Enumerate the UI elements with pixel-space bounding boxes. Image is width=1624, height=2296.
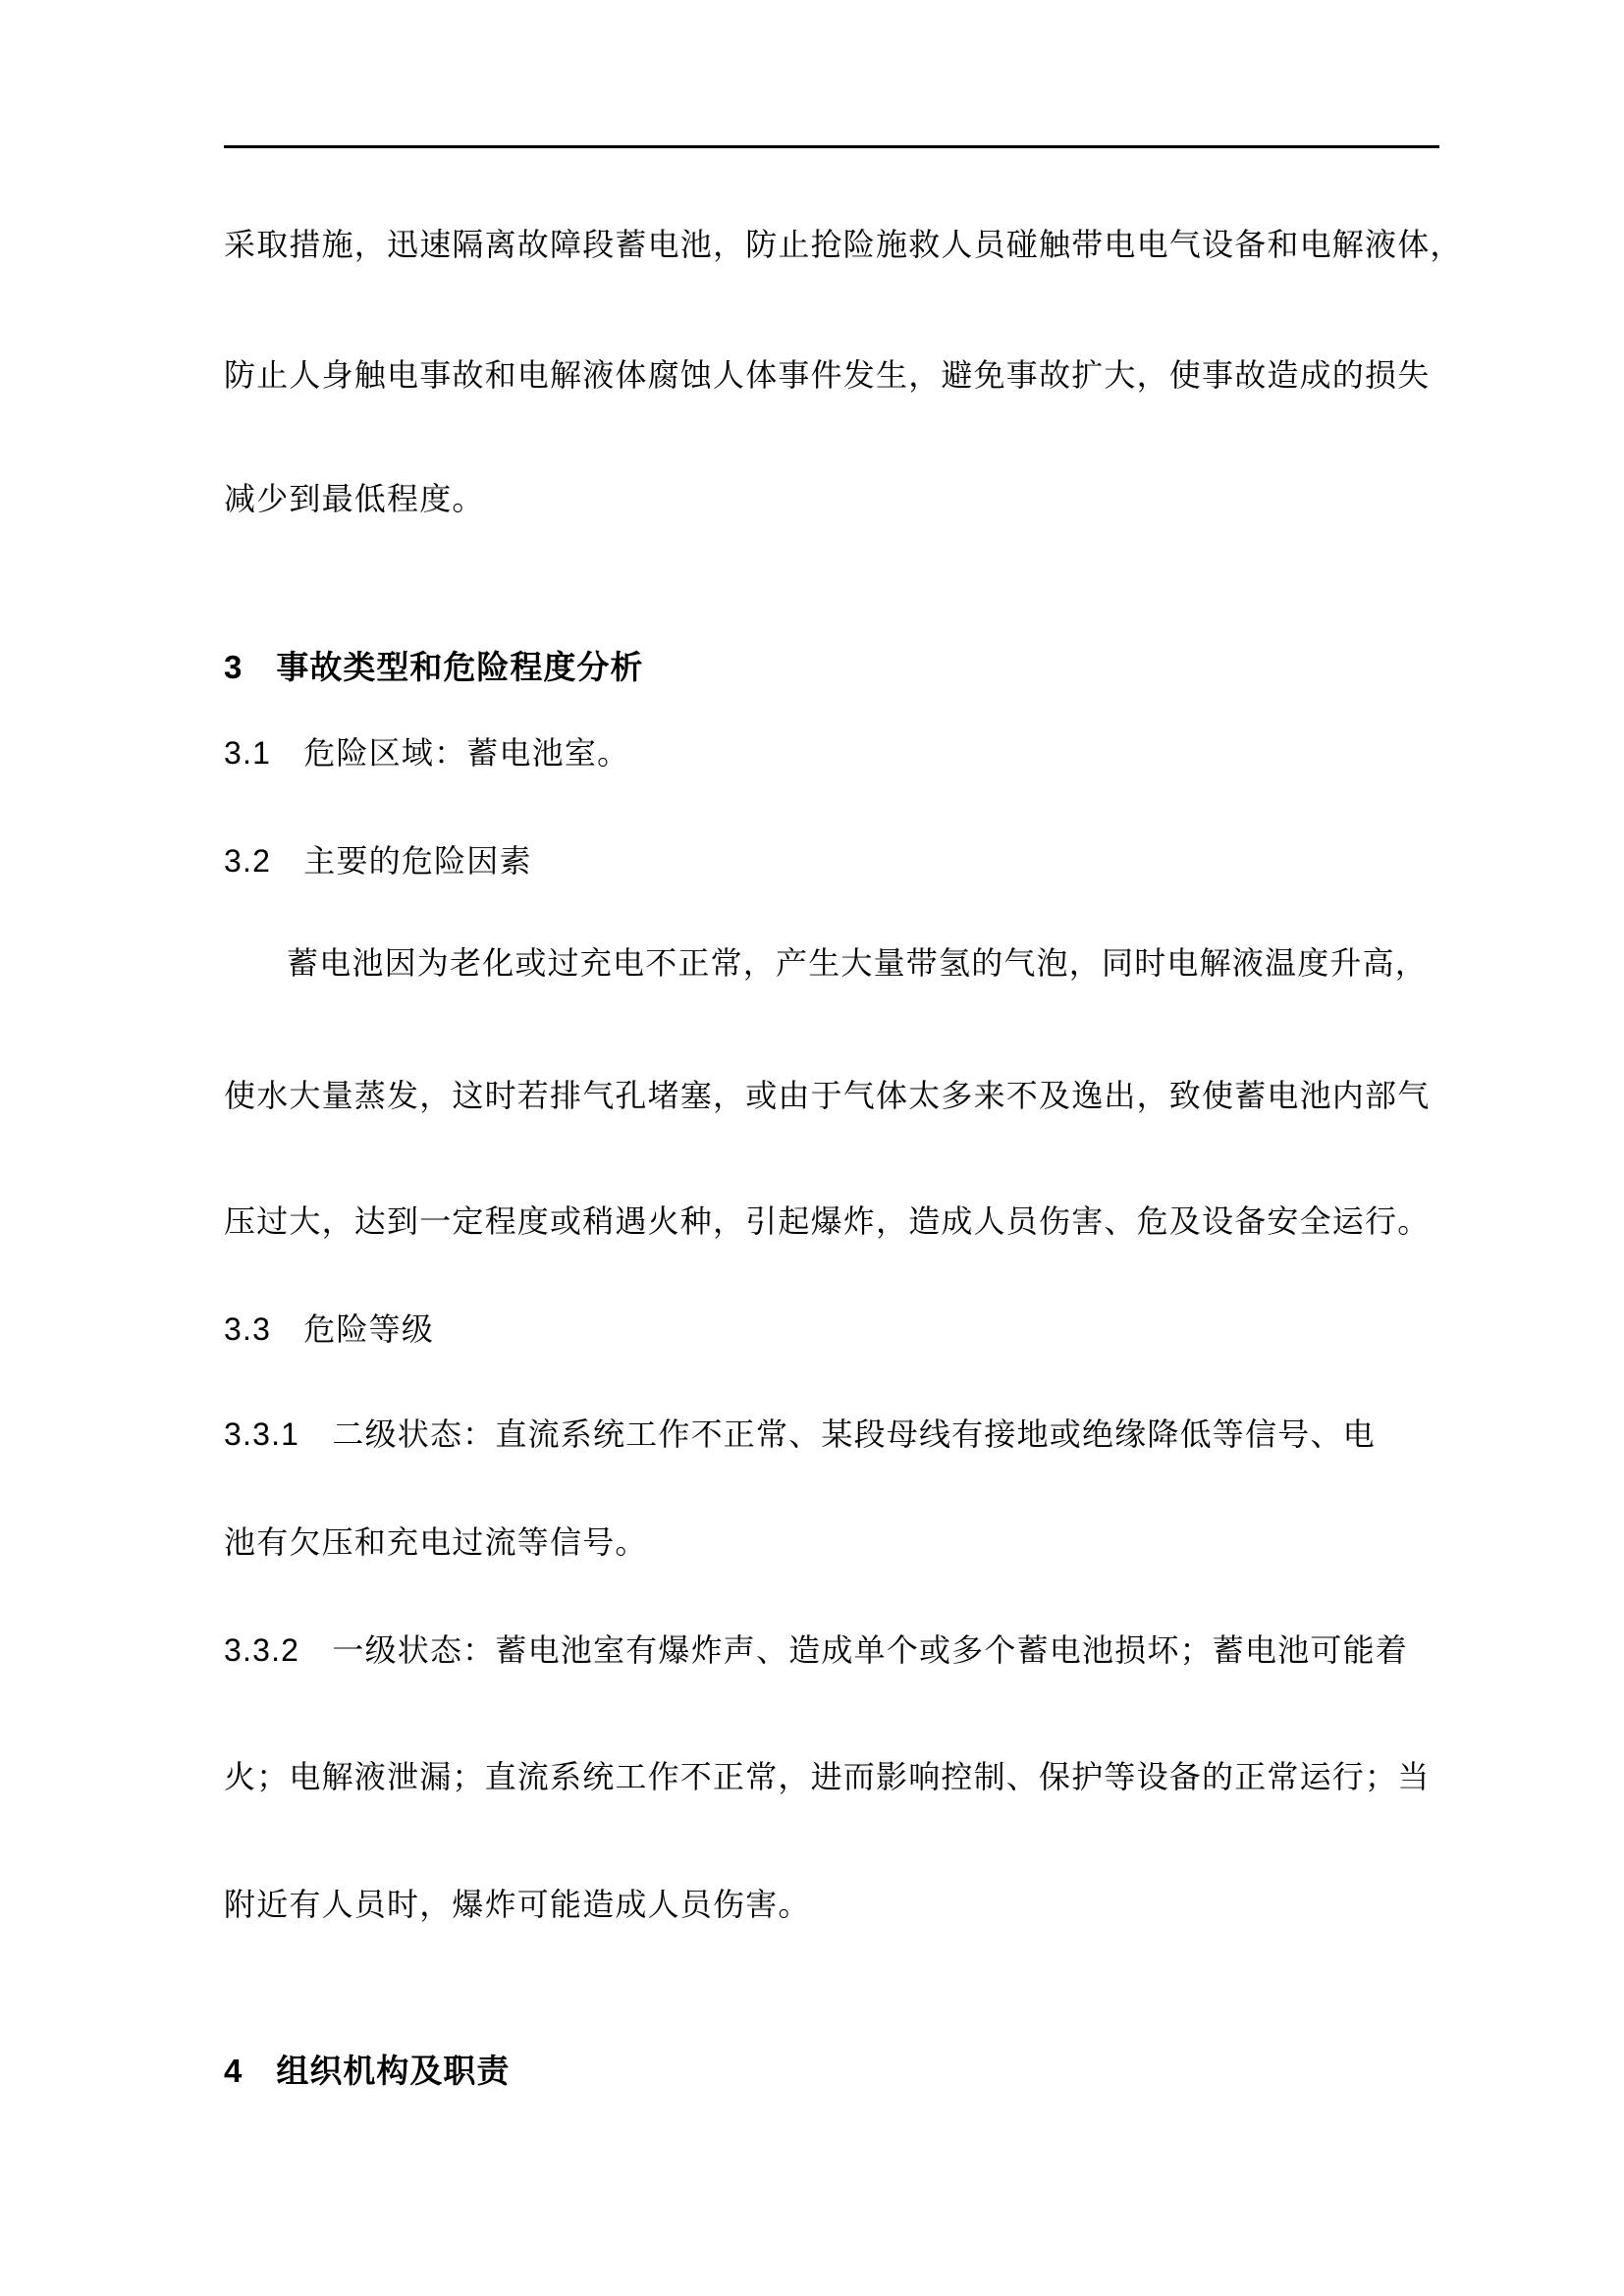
section-4-heading: 4 组织机构及职责 <box>224 2053 511 2089</box>
section-3-1-item: 3.1 危险区域：蓄电池室。 <box>224 735 630 771</box>
section-3-3-1-line-1: 3.3.1 二级状态：直流系统工作不正常、某段母线有接地或绝缘降低等信号、电 <box>224 1416 1376 1452</box>
section-3-3-item: 3.3 危险等级 <box>224 1311 435 1347</box>
section-3-2-item: 3.2 主要的危险因素 <box>224 843 532 879</box>
section-3-3-2-line-3: 附近有人员时，爆炸可能造成人员伤害。 <box>224 1887 811 1922</box>
intro-paragraph-line-1: 采取措施，迅速隔离故障段蓄电池，防止抢险施救人员碰触带电电气设备和电解液体， <box>224 227 1463 262</box>
intro-paragraph-line-3: 减少到最低程度。 <box>224 481 485 516</box>
intro-paragraph-line-2: 防止人身触电事故和电解液体腐蚀人体事件发生，避免事故扩大，使事故造成的损失 <box>224 357 1431 393</box>
section-3-3-2-line-1: 3.3.2 一级状态：蓄电池室有爆炸声、造成单个或多个蓄电池损坏；蓄电池可能着 <box>224 1632 1408 1668</box>
section-3-3-1-line-2: 池有欠压和充电过流等信号。 <box>224 1524 648 1560</box>
header-rule <box>224 145 1439 148</box>
section-3-2-paragraph-line-3: 压过大，达到一定程度或稍遇火种，引起爆炸，造成人员伤害、危及设备安全运行。 <box>224 1203 1431 1239</box>
section-3-3-2-line-2: 火；电解液泄漏；直流系统工作不正常，进而影响控制、保护等设备的正常运行；当 <box>224 1759 1431 1794</box>
section-3-heading: 3 事故类型和危险程度分析 <box>224 649 644 685</box>
section-3-2-paragraph-line-1: 蓄电池因为老化或过充电不正常，产生大量带氢的气泡，同时电解液温度升高， <box>287 945 1429 981</box>
section-3-2-paragraph-line-2: 使水大量蒸发，这时若排气孔堵塞，或由于气体太多来不及逸出，致使蓄电池内部气 <box>224 1078 1431 1113</box>
